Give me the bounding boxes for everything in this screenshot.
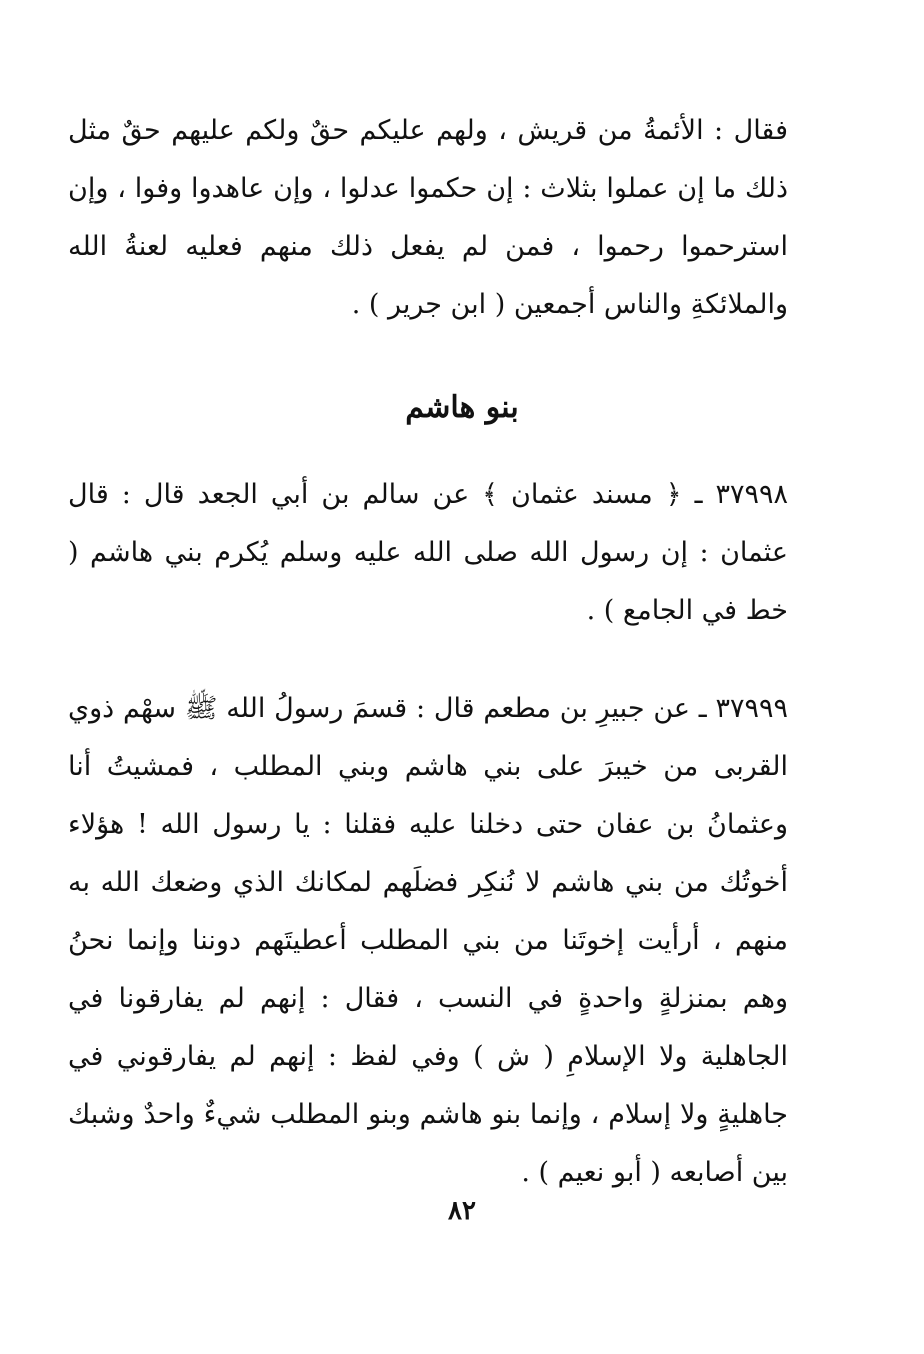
page-number: ٨٢ [448, 1196, 476, 1226]
section-heading: بنو هاشم [405, 390, 519, 425]
hadith-paragraph-37998: ٣٧٩٩٨ ـ ﴿ مسند عثمان ﴾ عن سالم بن أبي الجعد قال : قال عثمان : إن رسول الله صلى الله عليه وسلم يُكرم بني هاشم ( خط في الجامع ) . [68, 479, 788, 626]
intro-paragraph: فقال : الأئمةُ من قريش ، ولهم عليكم حقٌ ولكم عليهم حقٌ مثل ذلك ما إن عملوا بثلاث : إن حكموا عدلوا ، وإن عاهدوا وفوا ، وإن استرحموا رحموا ، فمن لم يفعل ذلك منهم فعليه لعنةُ الله والملائكةِ والناس أجمعين ( ابن جرير ) . [68, 115, 788, 320]
hadith-paragraph-37999: ٣٧٩٩٩ ـ عن جبيرِ بن مطعم قال : قسمَ رسولُ الله ﷺ سهْم ذوي القربى من خيبرَ على بني هاشم وبني المطلب ، فمشيتُ أنا وعثمانُ بن عفان حتى دخلنا عليه فقلنا : يا رسول الله ! هؤلاء أخوتُك من بني هاشم لا نُنكِر فضلَهم لمكانك الذي وضعك الله به منهم ، أرأيت إخوتَنا من بني المطلب أعطيتَهم دوننا وإنما نحنُ وهم بمنزلةٍ واحدةٍ في النسب ، فقال : إنهم لم يفارقونا في الجاهلية ولا الإسلامِ ( ش ) وفي لفظ : إنهم لم يفارقوني في جاهليةٍ ولا إسلام ، وإنما بنو هاشم وبنو المطلب شيءٌ واحدٌ وشبك بين أصابعه ( أبو نعيم ) . [68, 693, 788, 1188]
